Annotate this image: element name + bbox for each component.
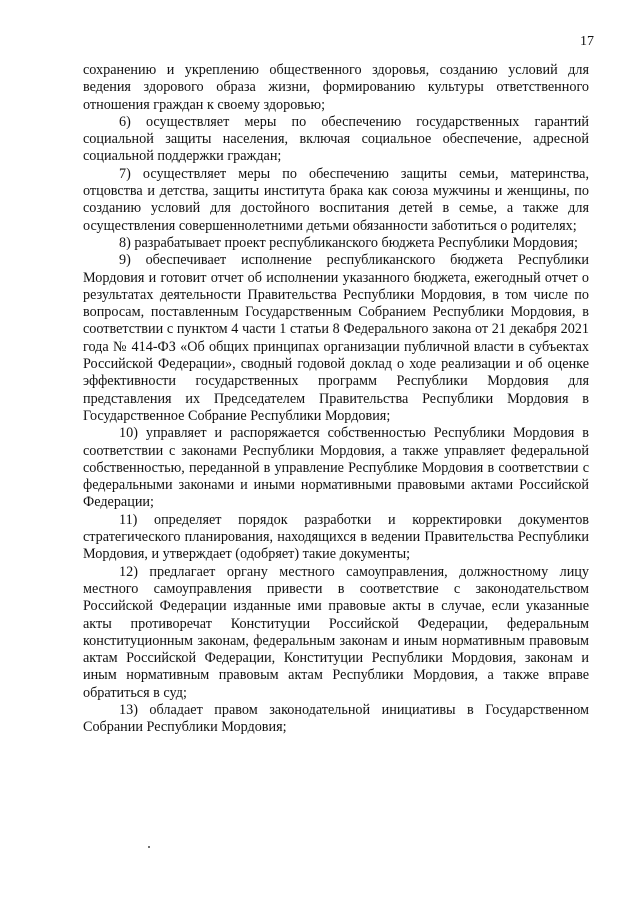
paragraph-item-13: 13) обладает правом законодательной инициативы в Государственном Собрании Республики Мордовия; — [83, 701, 589, 736]
paragraph-item-7: 7) осуществляет меры по обеспечению защиты семьи, материнства, отцовства и детства, защиты института брака как союза мужчины и женщины, по созданию условий для достойного воспитания детей в семье, а также для осуществления совершеннолетними детьми обязанности заботиться о родителях; — [83, 165, 589, 234]
paragraph-item-11: 11) определяет порядок разработки и корректировки документов стратегического планирования, находящихся в ведении Правительства Республики Мордовия, и утверждает (одобряет) такие документы; — [83, 511, 589, 563]
paragraph-continuation: сохранению и укреплению общественного здоровья, созданию условий для ведения здорового образа жизни, формированию культуры ответственного отношения граждан к своему здоровью; — [83, 62, 589, 113]
paragraph-item-12: 12) предлагает органу местного самоуправления, должностному лицу местного самоуправления привести в соответствие с законодательством Российской Федерации изданные ими правовые акты в случае, если указанные акты противоречат Конституции Российской Федерации, федеральным конституционным законам, федеральным законам и иным нормативным правовым актам Российской Федерации, Конституции Республики Мордовия, законам и иным нормативным правовым актам Республики Мордовия, а также вправе обратиться в суд; — [83, 563, 589, 701]
paragraph-item-6: 6) осуществляет меры по обеспечению государственных гарантий социальной защиты населения, включая социальное обеспечение, адресной социальной поддержки граждан; — [83, 113, 589, 165]
paragraph-item-10: 10) управляет и распоряжается собственностью Республики Мордовия в соответствии с законами Республики Мордовия, а также управляет федеральной собственностью, переданной в управление Республике Мордовия в соответствии с федеральными законами и иными нормативными правовыми актами Российской Федерации; — [83, 425, 589, 511]
document-body — [83, 62, 589, 737]
scan-speck — [148, 846, 150, 848]
paragraph-item-9: 9) обеспечивает исполнение республиканского бюджета Республики Мордовия и готовит отчет об исполнении указанного бюджета, ежегодный отчет о результатах деятельности Правительства Республики Мордовия, в том числе по вопросам, поставленным Государственным Собранием Республики Мордовия, в соответствии с пунктом 4 части 1 статьи 8 Федерального закона от 21 декабря 2021 года № 414-ФЗ «Об общих принципах организации публичной власти в субъектах Российской Федерации», сводный годовой доклад о ходе реализации и об оценке эффективности государственных программ Республики Мордовия для представления их Председателем Правительства Республики Мордовия в Государственное Собрание Республики Мордовия; — [83, 252, 589, 424]
paragraph-item-8: 8) разрабатывает проект республиканского бюджета Республики Мордовия; — [119, 234, 578, 251]
page-number: 17 — [580, 34, 594, 49]
